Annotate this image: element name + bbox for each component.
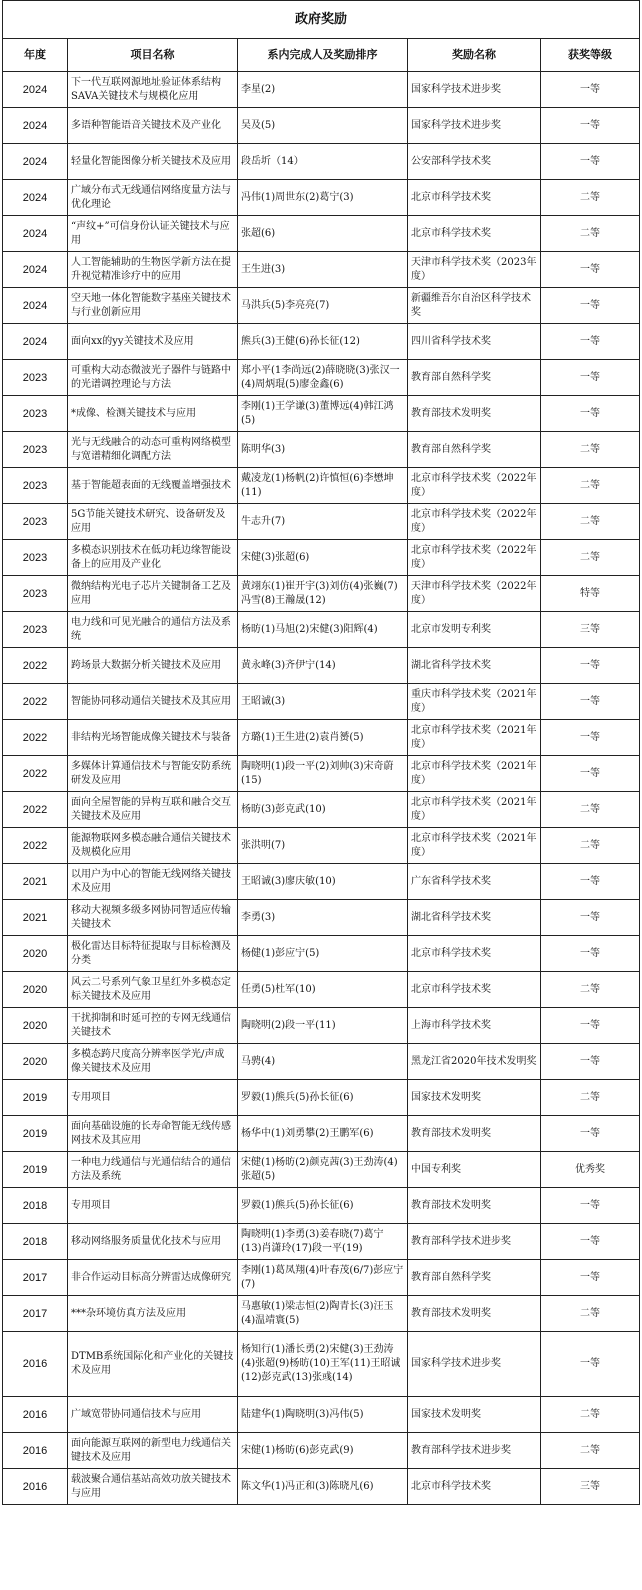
people-cell: 罗毅(1)熊兵(5)孙长征(6) <box>238 1188 408 1224</box>
project-cell: 空天地一体化智能数字基座关键技术与行业创新应用 <box>68 288 238 324</box>
award-name-cell: 公安部科学技术奖 <box>408 144 541 180</box>
table-row <box>3 1152 640 1188</box>
grade-cell: 一等 <box>541 144 640 180</box>
year-cell: 2018 <box>3 1188 68 1224</box>
table-row <box>3 684 640 720</box>
people-cell: 熊兵(3)王健(6)孙长征(12) <box>238 324 408 360</box>
grade-cell: 一等 <box>541 324 640 360</box>
project-cell: 智能协同移动通信关键技术及其应用 <box>68 684 238 720</box>
people-cell: 陈文华(1)冯正和(3)陈晓凡(6) <box>238 1469 408 1505</box>
table-row <box>3 936 640 972</box>
table-row <box>3 1044 640 1080</box>
year-cell: 2023 <box>3 504 68 540</box>
people-cell: 冯伟(1)周世东(2)葛宁(3) <box>238 180 408 216</box>
grade-cell: 二等 <box>541 828 640 864</box>
year-cell: 2019 <box>3 1080 68 1116</box>
grade-cell: 二等 <box>541 216 640 252</box>
year-cell: 2017 <box>3 1296 68 1332</box>
project-cell: 移动大视频多级多网协同智适应传输关键技术 <box>68 900 238 936</box>
year-cell: 2020 <box>3 972 68 1008</box>
header-project: 项目名称 <box>68 39 238 72</box>
grade-cell: 一等 <box>541 648 640 684</box>
award-name-cell: 北京市发明专利奖 <box>408 612 541 648</box>
project-cell: 专用项目 <box>68 1188 238 1224</box>
table-row <box>3 900 640 936</box>
award-name-cell: 教育部自然科学奖 <box>408 1260 541 1296</box>
people-cell: 杨昉(3)彭克武(10) <box>238 792 408 828</box>
project-cell: 人工智能辅助的生物医学新方法在提升视觉精准诊疗中的应用 <box>68 252 238 288</box>
people-cell: 张超(6) <box>238 216 408 252</box>
grade-cell: 二等 <box>541 504 640 540</box>
year-cell: 2021 <box>3 900 68 936</box>
people-cell: 李星(2) <box>238 72 408 108</box>
grade-cell: 一等 <box>541 1224 640 1260</box>
year-cell: 2022 <box>3 720 68 756</box>
grade-cell: 一等 <box>541 1188 640 1224</box>
people-cell: 陈明华(3) <box>238 432 408 468</box>
award-name-cell: 北京市科学技术奖（2022年度） <box>408 468 541 504</box>
grade-cell: 二等 <box>541 1397 640 1433</box>
grade-cell: 一等 <box>541 936 640 972</box>
project-cell: 广域宽带协同通信技术与应用 <box>68 1397 238 1433</box>
table-row <box>3 180 640 216</box>
people-cell: 宋健(1)杨昉(6)彭克武(9) <box>238 1433 408 1469</box>
grade-cell: 二等 <box>541 468 640 504</box>
grade-cell: 三等 <box>541 1469 640 1505</box>
award-name-cell: 天津市科学技术奖（2022年度） <box>408 576 541 612</box>
people-cell: 杨知行(1)潘长勇(2)宋健(3)王劲涛(4)张超(9)杨昉(10)王军(11)王昭诚(12)彭克武(13)张彧(14) <box>238 1332 408 1397</box>
award-name-cell: 国家技术发明奖 <box>408 1397 541 1433</box>
award-name-cell: 黑龙江省2020年技术发明奖 <box>408 1044 541 1080</box>
grade-cell: 一等 <box>541 864 640 900</box>
award-name-cell: 国家科学技术进步奖 <box>408 72 541 108</box>
award-name-cell: 北京市科学技术奖（2021年度） <box>408 720 541 756</box>
grade-cell: 二等 <box>541 180 640 216</box>
people-cell: 马洪兵(5)李亮亮(7) <box>238 288 408 324</box>
award-name-cell: 北京市科学技术奖 <box>408 972 541 1008</box>
grade-cell: 一等 <box>541 1260 640 1296</box>
grade-cell: 二等 <box>541 1433 640 1469</box>
people-cell: 王昭诚(3)廖庆敏(10) <box>238 864 408 900</box>
table-row <box>3 540 640 576</box>
project-cell: 广域分布式无线通信网络度量方法与优化理论 <box>68 180 238 216</box>
year-cell: 2017 <box>3 1260 68 1296</box>
award-name-cell: 北京市科学技术奖（2021年度） <box>408 828 541 864</box>
project-cell: 多模态识别技术在低功耗边缘智能设备上的应用及产业化 <box>68 540 238 576</box>
year-cell: 2016 <box>3 1433 68 1469</box>
people-cell: 黄翊东(1)崔开宇(3)刘仿(4)张巍(7)冯雪(8)王瀚晟(12) <box>238 576 408 612</box>
project-cell: 可重构大动态微波光子器件与链路中的光谱调控理论与方法 <box>68 360 238 396</box>
grade-cell: 一等 <box>541 72 640 108</box>
table-row <box>3 1260 640 1296</box>
project-cell: 电力线和可见光融合的通信方法及系统 <box>68 612 238 648</box>
grade-cell: 一等 <box>541 1116 640 1152</box>
table-row <box>3 72 640 108</box>
people-cell: 宋健(3)张超(6) <box>238 540 408 576</box>
table-row <box>3 1116 640 1152</box>
award-name-cell: 湖北省科学技术奖 <box>408 648 541 684</box>
year-cell: 2024 <box>3 180 68 216</box>
table-row <box>3 1469 640 1505</box>
table-row <box>3 648 640 684</box>
year-cell: 2020 <box>3 1008 68 1044</box>
people-cell: 黄永峰(3)齐伊宁(14) <box>238 648 408 684</box>
grade-cell: 二等 <box>541 432 640 468</box>
year-cell: 2024 <box>3 288 68 324</box>
grade-cell: 二等 <box>541 540 640 576</box>
project-cell: 载波聚合通信基站高效功放关键技术与应用 <box>68 1469 238 1505</box>
project-cell: 轻量化智能图像分析关键技术及应用 <box>68 144 238 180</box>
award-name-cell: 国家科学技术进步奖 <box>408 108 541 144</box>
project-cell: 5G节能关键技术研究、设备研发及应用 <box>68 504 238 540</box>
year-cell: 2024 <box>3 108 68 144</box>
header-people: 系内完成人及奖励排序 <box>238 39 408 72</box>
project-cell: 面向全屋智能的异构互联和融合交互关键技术及应用 <box>68 792 238 828</box>
award-name-cell: 北京市科学技术奖（2022年度） <box>408 504 541 540</box>
header-award: 奖励名称 <box>408 39 541 72</box>
project-cell: 下一代互联网源地址验证体系结构SAVA关键技术与规模化应用 <box>68 72 238 108</box>
award-name-cell: 北京市科学技术奖（2021年度） <box>408 792 541 828</box>
grade-cell: 一等 <box>541 1044 640 1080</box>
table-row <box>3 1397 640 1433</box>
year-cell: 2024 <box>3 324 68 360</box>
year-cell: 2023 <box>3 396 68 432</box>
grade-cell: 一等 <box>541 900 640 936</box>
award-name-cell: 教育部自然科学奖 <box>408 432 541 468</box>
people-cell: 杨昉(1)马旭(2)宋健(3)阳辉(4) <box>238 612 408 648</box>
award-name-cell: 教育部技术发明奖 <box>408 1116 541 1152</box>
people-cell: 马骋(4) <box>238 1044 408 1080</box>
year-cell: 2022 <box>3 684 68 720</box>
people-cell: 李勇(3) <box>238 900 408 936</box>
year-cell: 2020 <box>3 936 68 972</box>
year-cell: 2019 <box>3 1116 68 1152</box>
project-cell: 面向基础设施的长寿命智能无线传感网技术及其应用 <box>68 1116 238 1152</box>
grade-cell: 一等 <box>541 252 640 288</box>
year-cell: 2016 <box>3 1469 68 1505</box>
grade-cell: 优秀奖 <box>541 1152 640 1188</box>
project-cell: 能源物联网多模态融合通信关键技术及规模化应用 <box>68 828 238 864</box>
table-row <box>3 396 640 432</box>
table-row <box>3 756 640 792</box>
people-cell: 李刚(1)王学谦(3)董博远(4)韩江鸿(5) <box>238 396 408 432</box>
award-name-cell: 湖北省科学技术奖 <box>408 900 541 936</box>
project-cell: 干扰抑制和时延可控的专网无线通信关键技术 <box>68 1008 238 1044</box>
table-row <box>3 1296 640 1332</box>
year-cell: 2021 <box>3 864 68 900</box>
project-cell: 面向xx的yy关键技术及应用 <box>68 324 238 360</box>
year-cell: 2024 <box>3 252 68 288</box>
award-name-cell: 教育部自然科学奖 <box>408 360 541 396</box>
award-name-cell: 中国专利奖 <box>408 1152 541 1188</box>
project-cell: 非合作运动目标高分辨雷达成像研究 <box>68 1260 238 1296</box>
table-row <box>3 972 640 1008</box>
project-cell: 非结构光场智能成像关键技术与装备 <box>68 720 238 756</box>
grade-cell: 二等 <box>541 1296 640 1332</box>
project-cell: 极化雷达目标特征提取与目标检测及分类 <box>68 936 238 972</box>
award-name-cell: 国家科学技术进步奖 <box>408 1332 541 1397</box>
table-row <box>3 864 640 900</box>
people-cell: 王昭诚(3) <box>238 684 408 720</box>
table-row <box>3 720 640 756</box>
grade-cell: 二等 <box>541 972 640 1008</box>
grade-cell: 一等 <box>541 360 640 396</box>
project-cell: 多媒体计算通信技术与智能安防系统研发及应用 <box>68 756 238 792</box>
grade-cell: 一等 <box>541 288 640 324</box>
people-cell: 段岳圻（14） <box>238 144 408 180</box>
award-name-cell: 教育部科学技术进步奖 <box>408 1433 541 1469</box>
year-cell: 2019 <box>3 1152 68 1188</box>
award-name-cell: 国家技术发明奖 <box>408 1080 541 1116</box>
people-cell: 宋健(1)杨昉(2)颜克茜(3)王劲涛(4)张超(5) <box>238 1152 408 1188</box>
grade-cell: 一等 <box>541 1008 640 1044</box>
award-name-cell: 北京市科学技术奖 <box>408 180 541 216</box>
project-cell: 多模态跨尺度高分辨率医学光/声成像关键技术及应用 <box>68 1044 238 1080</box>
people-cell: 罗毅(1)熊兵(5)孙长征(6) <box>238 1080 408 1116</box>
people-cell: 方璐(1)王生进(2)袁肖赟(5) <box>238 720 408 756</box>
project-cell: *成像、检测关键技术与应用 <box>68 396 238 432</box>
award-name-cell: 重庆市科学技术奖（2021年度） <box>408 684 541 720</box>
people-cell: 王生进(3) <box>238 252 408 288</box>
award-name-cell: 新疆维吾尔自治区科学技术奖 <box>408 288 541 324</box>
people-cell: 杨华中(1)刘勇攀(2)王鹏军(6) <box>238 1116 408 1152</box>
people-cell: 陶晓明(1)段一平(2)刘帅(3)宋奇蔚(15) <box>238 756 408 792</box>
project-cell: 跨场景大数据分析关键技术及应用 <box>68 648 238 684</box>
grade-cell: 一等 <box>541 396 640 432</box>
people-cell: 陶晓明(1)李勇(3)姜春晓(7)葛宁(13)肖潇玲(17)段一平(19) <box>238 1224 408 1260</box>
grade-cell: 一等 <box>541 756 640 792</box>
year-cell: 2024 <box>3 72 68 108</box>
project-cell: 微纳结构光电子芯片关键制备工艺及应用 <box>68 576 238 612</box>
year-cell: 2018 <box>3 1224 68 1260</box>
award-name-cell: 北京市科学技术奖（2022年度） <box>408 540 541 576</box>
people-cell: 陆建华(1)陶晓明(3)冯伟(5) <box>238 1397 408 1433</box>
table-row <box>3 576 640 612</box>
table-row <box>3 792 640 828</box>
year-cell: 2020 <box>3 1044 68 1080</box>
people-cell: 牛志升(7) <box>238 504 408 540</box>
project-cell: 多语种智能语音关键技术及产业化 <box>68 108 238 144</box>
project-cell: 以用户为中心的智能无线网络关键技术及应用 <box>68 864 238 900</box>
grade-cell: 特等 <box>541 576 640 612</box>
table-row <box>3 1188 640 1224</box>
grade-cell: 一等 <box>541 108 640 144</box>
table-row <box>3 468 640 504</box>
year-cell: 2022 <box>3 756 68 792</box>
table-row <box>3 828 640 864</box>
header-year: 年度 <box>3 39 68 72</box>
year-cell: 2016 <box>3 1332 68 1397</box>
awards-sheet <box>2 0 639 1505</box>
year-cell: 2023 <box>3 576 68 612</box>
award-name-cell: 北京市科学技术奖 <box>408 936 541 972</box>
project-cell: 移动网络服务质量优化技术与应用 <box>68 1224 238 1260</box>
table-row <box>3 1332 640 1397</box>
awards-table-body <box>3 72 640 1505</box>
project-cell: 基于智能超表面的无线覆盖增强技术 <box>68 468 238 504</box>
award-name-cell: 北京市科学技术奖 <box>408 216 541 252</box>
header-row <box>3 39 640 72</box>
people-cell: 张洪明(7) <box>238 828 408 864</box>
project-cell: 一种电力线通信与光通信结合的通信方法及系统 <box>68 1152 238 1188</box>
grade-cell: 一等 <box>541 720 640 756</box>
grade-cell: 一等 <box>541 684 640 720</box>
table-row <box>3 1080 640 1116</box>
grade-cell: 二等 <box>541 1080 640 1116</box>
project-cell: DTMB系统国际化和产业化的关键技术及应用 <box>68 1332 238 1397</box>
year-cell: 2022 <box>3 792 68 828</box>
people-cell: 任勇(5)杜军(10) <box>238 972 408 1008</box>
table-row <box>3 288 640 324</box>
people-cell: 杨健(1)彭应宁(5) <box>238 936 408 972</box>
award-name-cell: 教育部技术发明奖 <box>408 1188 541 1224</box>
grade-cell: 二等 <box>541 792 640 828</box>
grade-cell: 一等 <box>541 1332 640 1397</box>
table-row <box>3 1008 640 1044</box>
award-name-cell: 广东省科学技术奖 <box>408 864 541 900</box>
people-cell: 马惠敏(1)梁志恒(2)陶青长(3)汪玉(4)温靖寰(5) <box>238 1296 408 1332</box>
grade-cell: 三等 <box>541 612 640 648</box>
year-cell: 2023 <box>3 540 68 576</box>
table-row <box>3 360 640 396</box>
year-cell: 2024 <box>3 144 68 180</box>
people-cell: 陶晓明(2)段一平(11) <box>238 1008 408 1044</box>
table-row <box>3 108 640 144</box>
table-row <box>3 504 640 540</box>
people-cell: 郑小平(1李尚远(2)薛晓晓(3)张汉一(4)周炳琨(5)廖金鑫(6) <box>238 360 408 396</box>
people-cell: 戴凌龙(1)杨帆(2)许慎恒(6)李懋坤(11) <box>238 468 408 504</box>
year-cell: 2022 <box>3 648 68 684</box>
year-cell: 2023 <box>3 468 68 504</box>
project-cell: 光与无线融合的动态可重构网络模型与宽谱精细化调配方法 <box>68 432 238 468</box>
year-cell: 2016 <box>3 1397 68 1433</box>
year-cell: 2023 <box>3 612 68 648</box>
table-row <box>3 216 640 252</box>
table-row <box>3 1433 640 1469</box>
year-cell: 2023 <box>3 360 68 396</box>
table-row <box>3 612 640 648</box>
table-row <box>3 324 640 360</box>
project-cell: 面向能源互联网的新型电力线通信关键技术及应用 <box>68 1433 238 1469</box>
header-grade: 获奖等级 <box>541 39 640 72</box>
table-row <box>3 144 640 180</box>
award-name-cell: 四川省科学技术奖 <box>408 324 541 360</box>
table-row <box>3 252 640 288</box>
award-name-cell: 北京市科学技术奖 <box>408 1469 541 1505</box>
award-name-cell: 上海市科学技术奖 <box>408 1008 541 1044</box>
title-row <box>3 1 640 39</box>
award-name-cell: 教育部技术发明奖 <box>408 396 541 432</box>
award-name-cell: 教育部技术发明奖 <box>408 1296 541 1332</box>
awards-table <box>2 0 640 1505</box>
year-cell: 2022 <box>3 828 68 864</box>
people-cell: 吴及(5) <box>238 108 408 144</box>
year-cell: 2023 <box>3 432 68 468</box>
award-name-cell: 北京市科学技术奖（2021年度） <box>408 756 541 792</box>
people-cell: 李刚(1)葛凤翔(4)叶春茂(6/7)彭应宁(7) <box>238 1260 408 1296</box>
award-name-cell: 教育部科学技术进步奖 <box>408 1224 541 1260</box>
table-row <box>3 432 640 468</box>
project-cell: “声纹+”可信身份认证关键技术与应用 <box>68 216 238 252</box>
table-row <box>3 1224 640 1260</box>
table-title: 政府奖励 <box>3 1 640 39</box>
award-name-cell: 天津市科学技术奖（2023年度） <box>408 252 541 288</box>
project-cell: 专用项目 <box>68 1080 238 1116</box>
project-cell: ***杂环境仿真方法及应用 <box>68 1296 238 1332</box>
year-cell: 2024 <box>3 216 68 252</box>
project-cell: 风云二号系列气象卫星红外多模态定标关键技术及应用 <box>68 972 238 1008</box>
